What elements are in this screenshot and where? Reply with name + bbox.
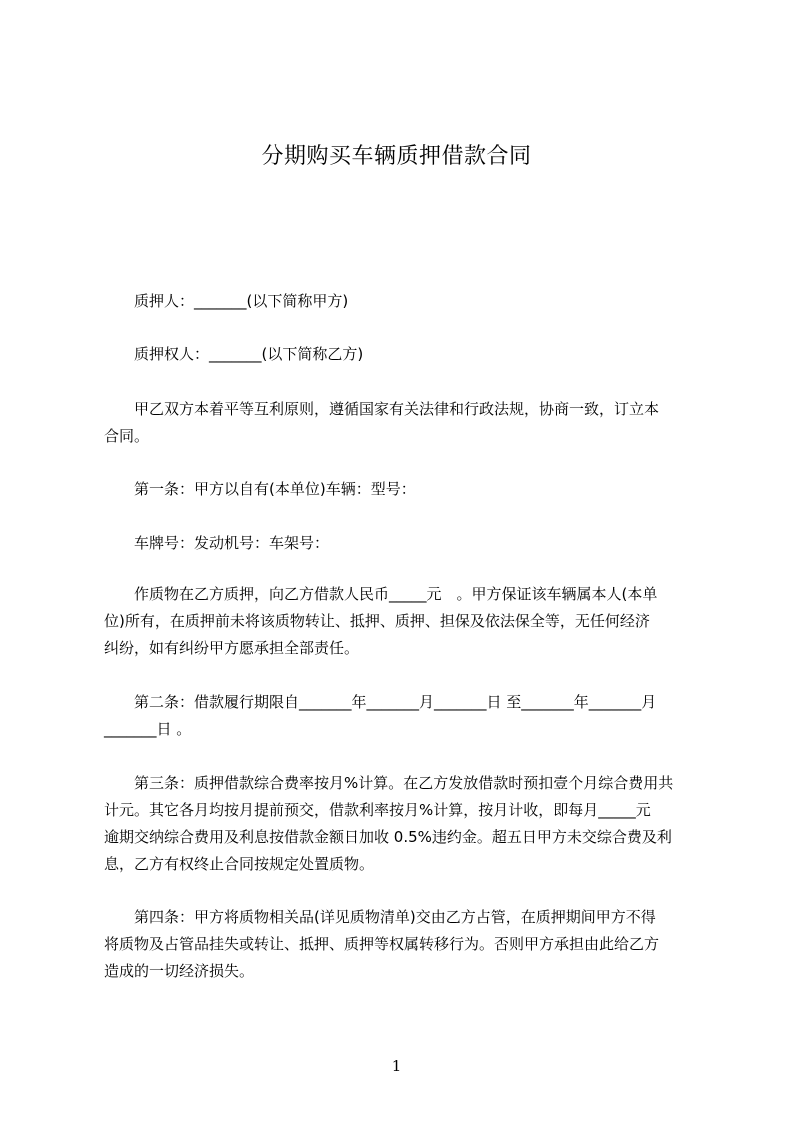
preamble-line-1: 甲乙双方本着平等互利原则，遵循国家有关法律和行政法规，协商一致，订立本 bbox=[104, 400, 660, 418]
document-title: 分期购买车辆质押借款合同 bbox=[261, 144, 532, 169]
article-3-line-4: 息，乙方有权终止合同按规定处置质物。 bbox=[104, 855, 375, 873]
article-3-line-1: 第三条：质押借款综合费率按月%计算。在乙方发放借款时预扣壹个月综合费用共 bbox=[104, 774, 674, 792]
pledgee-line: 质押权人：_______(以下简称乙方) bbox=[104, 345, 364, 363]
preamble-line-2: 合同。 bbox=[104, 427, 150, 445]
article-1-line: 第一条：甲方以自有(本单位)车辆：型号： bbox=[104, 480, 416, 498]
article-4-line-2: 将质物及占管品挂失或转让、抵押、质押等权属转移行为。否则甲方承担由此给乙方 bbox=[104, 935, 660, 953]
article-4-line-3: 造成的一切经济损失。 bbox=[104, 962, 255, 980]
pledgor-line: 质押人：_______(以下简称甲方) bbox=[104, 292, 349, 310]
pledge-paragraph-line-2: 位)所有，在质押前未将该质物转让、抵押、质押、担保及依法保全等，无任何经济 bbox=[104, 612, 650, 630]
vehicle-numbers-line: 车牌号：发动机号：车架号： bbox=[104, 534, 330, 552]
pledge-paragraph-line-3: 纠纷，如有纠纷甲方愿承担全部责任。 bbox=[104, 639, 360, 657]
article-3-line-2: 计元。其它各月均按月提前预交，借款利率按月%计算，按月计收，即每月_____元 bbox=[104, 801, 651, 819]
article-3-line-3: 逾期交纳综合费用及利息按借款金额日加收 0.5%违约金。超五日甲方未交综合费及利 bbox=[104, 828, 672, 846]
article-4-line-1: 第四条：甲方将质物相关品(详见质物清单)交由乙方占管，在质押期间甲方不得 bbox=[104, 908, 656, 926]
pledge-paragraph-line-1: 作质物在乙方质押，向乙方借款人民币_____元 。甲方保证该车辆属本人(本单 bbox=[104, 585, 658, 603]
page-number: 1 bbox=[391, 1057, 402, 1075]
article-2-line-1: 第二条：借款履行期限自_______年_______月_______日 至_______年_______月 bbox=[104, 693, 657, 711]
article-2-line-2: _______日 。 bbox=[104, 720, 192, 738]
